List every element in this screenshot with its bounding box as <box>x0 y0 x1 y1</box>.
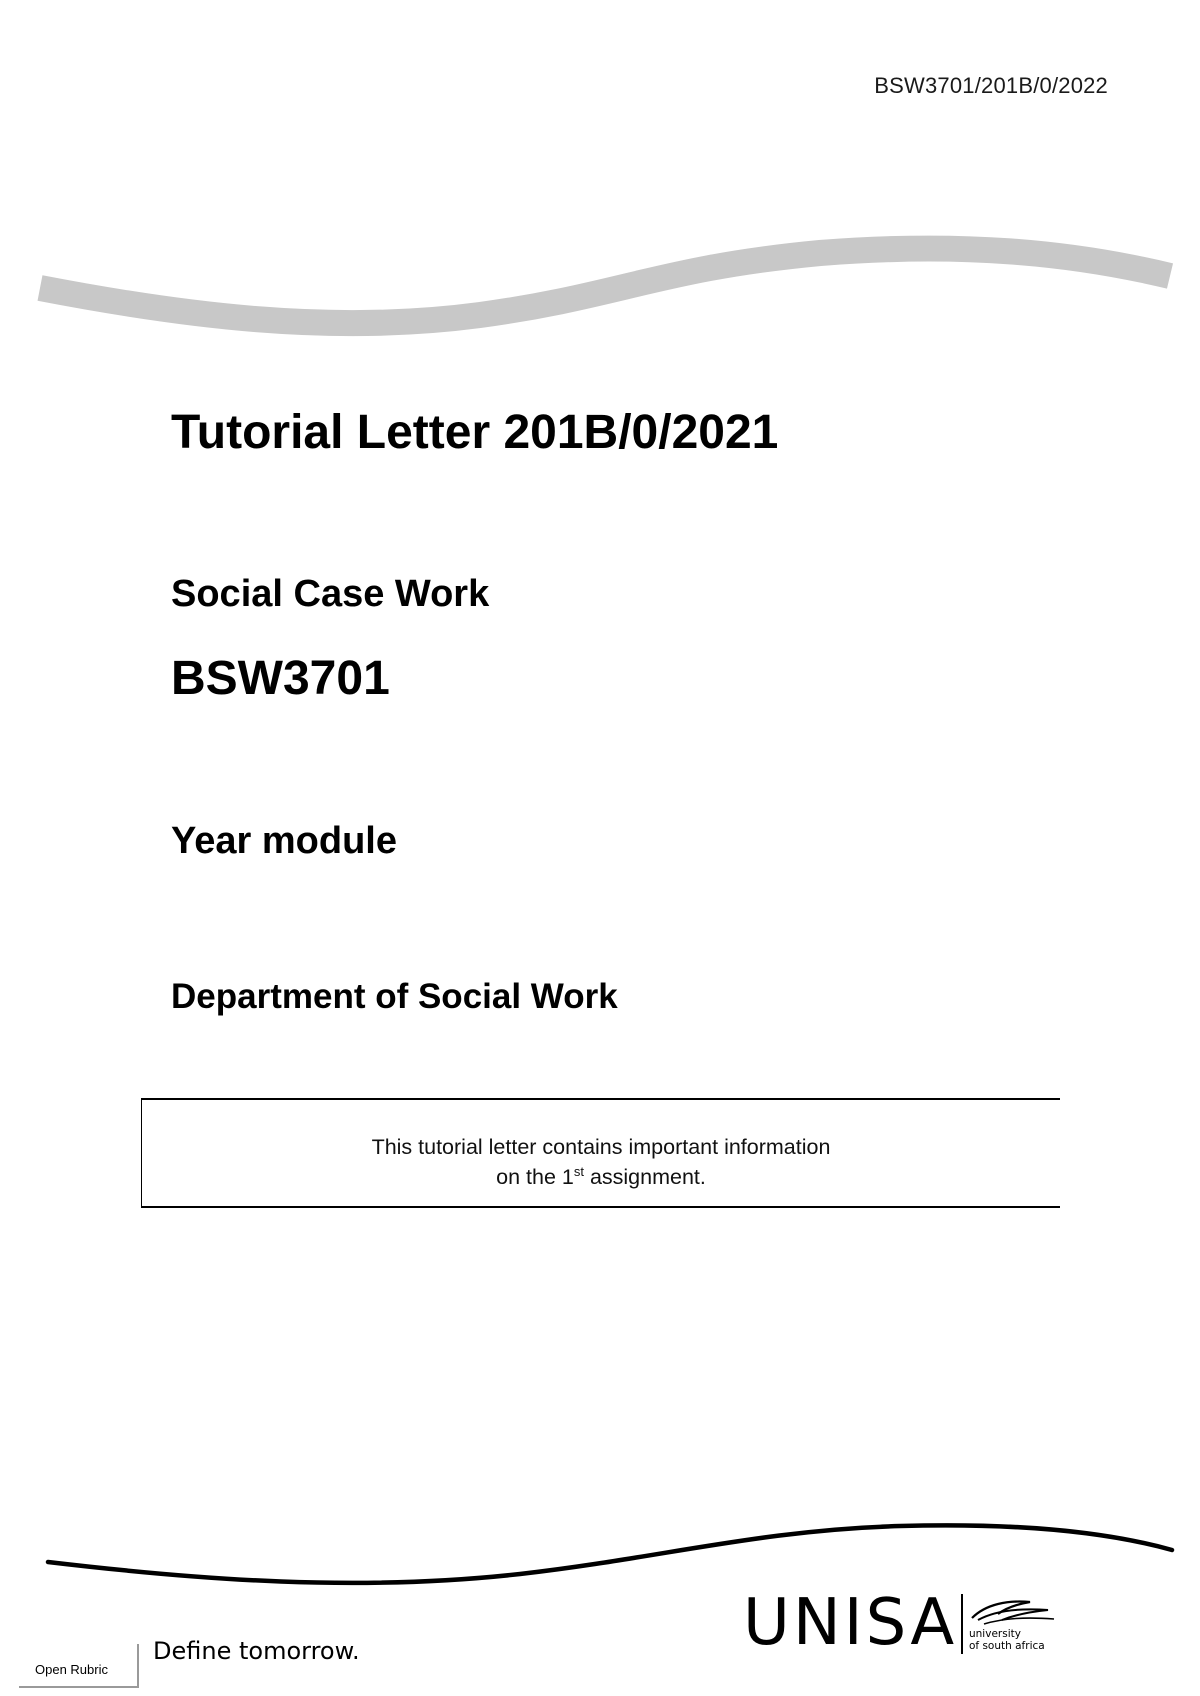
top-wave-decoration <box>0 230 1200 350</box>
logo-subtitle-line-2: of south africa <box>969 1640 1045 1652</box>
logo-divider <box>961 1594 963 1654</box>
info-line-2-suffix: assignment. <box>583 1165 706 1189</box>
tutorial-title: Tutorial Letter 201B/0/2021 <box>171 406 779 459</box>
unisa-emblem-icon <box>968 1596 1058 1626</box>
logo-subtitle-line-1: university <box>969 1628 1021 1640</box>
course-code: BSW3701 <box>171 652 390 705</box>
info-line-2-superscript: st <box>573 1164 584 1179</box>
info-box <box>141 1098 1060 1208</box>
open-rubric-button[interactable] <box>19 1644 139 1688</box>
course-name: Social Case Work <box>171 573 490 615</box>
bottom-wave-decoration <box>0 1500 1200 1590</box>
unisa-logo <box>743 1588 1063 1658</box>
info-line-2-prefix: on the 1 <box>496 1165 574 1189</box>
tagline: Define tomorrow. <box>153 1637 360 1665</box>
module-type: Year module <box>171 820 397 862</box>
logo-wordmark: UNISA <box>743 1586 958 1660</box>
document-code: BSW3701/201B/0/2022 <box>874 73 1108 98</box>
info-text <box>142 1132 1060 1192</box>
info-line-2 <box>142 1162 1060 1192</box>
logo-subtitle <box>969 1628 1045 1652</box>
department-name: Department of Social Work <box>171 977 618 1016</box>
info-line-1: This tutorial letter contains important information <box>371 1135 831 1159</box>
open-rubric-label: Open Rubric <box>35 1662 108 1677</box>
